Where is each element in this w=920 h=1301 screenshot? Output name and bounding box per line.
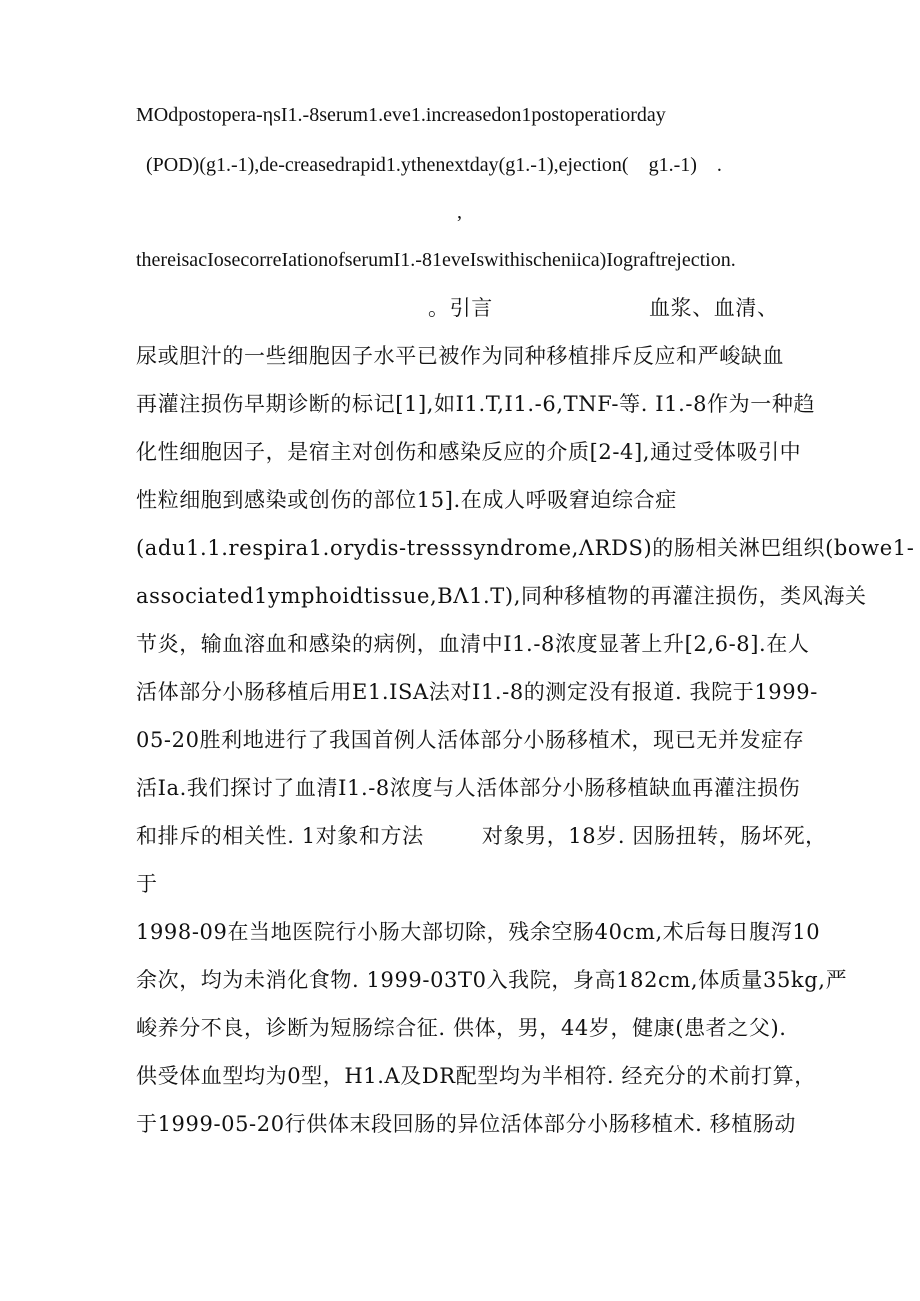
body-line: 05-20胜利地进行了我国首例人活体部分小肠移植术，现已无并发症存 [136,728,805,752]
body-line: 峻养分不良，诊断为短肠综合征. 供体，男，44岁，健康(患者之父). [136,1016,787,1040]
abstract-line-1: MOdpostopera-ηsI1.-8serum1.eve1.increasedon1postoperatiorday [136,104,666,126]
body-line: 活Ia.我们探讨了血清I1.-8浓度与人活体部分小肠移植缺血再灌注损伤 [136,776,801,800]
body-line: associated1ymphoidtissue,BΛ1.T),同种移植物的再灌注损伤，类风海关 [136,584,867,608]
body-line: 1998-09在当地医院行小肠大部切除，残余空肠40cm,术后每日腹泻10 [136,920,821,944]
body-line: 性粒细胞到感染或创伤的部位15].在成人呼吸窘迫综合症 [136,488,677,512]
body-line: 于1999-05-20行供体末段回肠的异位活体部分小肠移植术. 移植肠动 [136,1112,797,1136]
body-line: 供受体血型均为0型，H1.A及DR配型均为半相符. 经充分的术前打算， [136,1064,816,1088]
body-line: 节炎，输血溶血和感染的病例，血清中I1.-8浓度显著上升[2,6-8].在人 [136,632,810,656]
body-line: 尿或胆汁的一些细胞因子水平已被作为同种移植排斥反应和严峻缺血 [136,344,784,368]
abstract-line-2: (POD)(g1.-1),de-creasedrapid1.ythenextday(g1.-1),ejection( g1.-1) . [146,154,722,176]
introduction-heading: 。引言 [428,296,493,320]
abstract-comma: , [457,201,462,223]
body-line: 化性细胞因子，是宿主对创伤和感染反应的介质[2-4],通过受体吸引中 [136,440,802,464]
abstract-line-3: thereisacIosecorreIationofserumI1.-81eveIswithischeniica)Iograftrejection. [136,249,736,271]
body-line: 活体部分小肠移植后用E1.ISA法对I1.-8的测定没有报道. 我院于1999- [136,680,818,704]
body-line: (adu1.1.respira1.orydis-tresssyndrome,ΛRDS)的肠相关淋巴组织(bowe1- [136,536,915,560]
body-line: 余次，均为未消化食物. 1999-03T0入我院，身高182cm,体质量35kg,严 [136,968,848,992]
body-line: 和排斥的相关性. 1对象和方法 对象男，18岁. 因肠扭转，肠坏死， [136,824,827,848]
body-line: 于 [136,872,158,896]
body-line: 再灌注损伤早期诊断的标记[1],如I1.T,I1.-6,TNF-等. I1.-8作为一种趋 [136,392,816,416]
heading-right-fragment: 血浆、血清、 [649,296,779,320]
